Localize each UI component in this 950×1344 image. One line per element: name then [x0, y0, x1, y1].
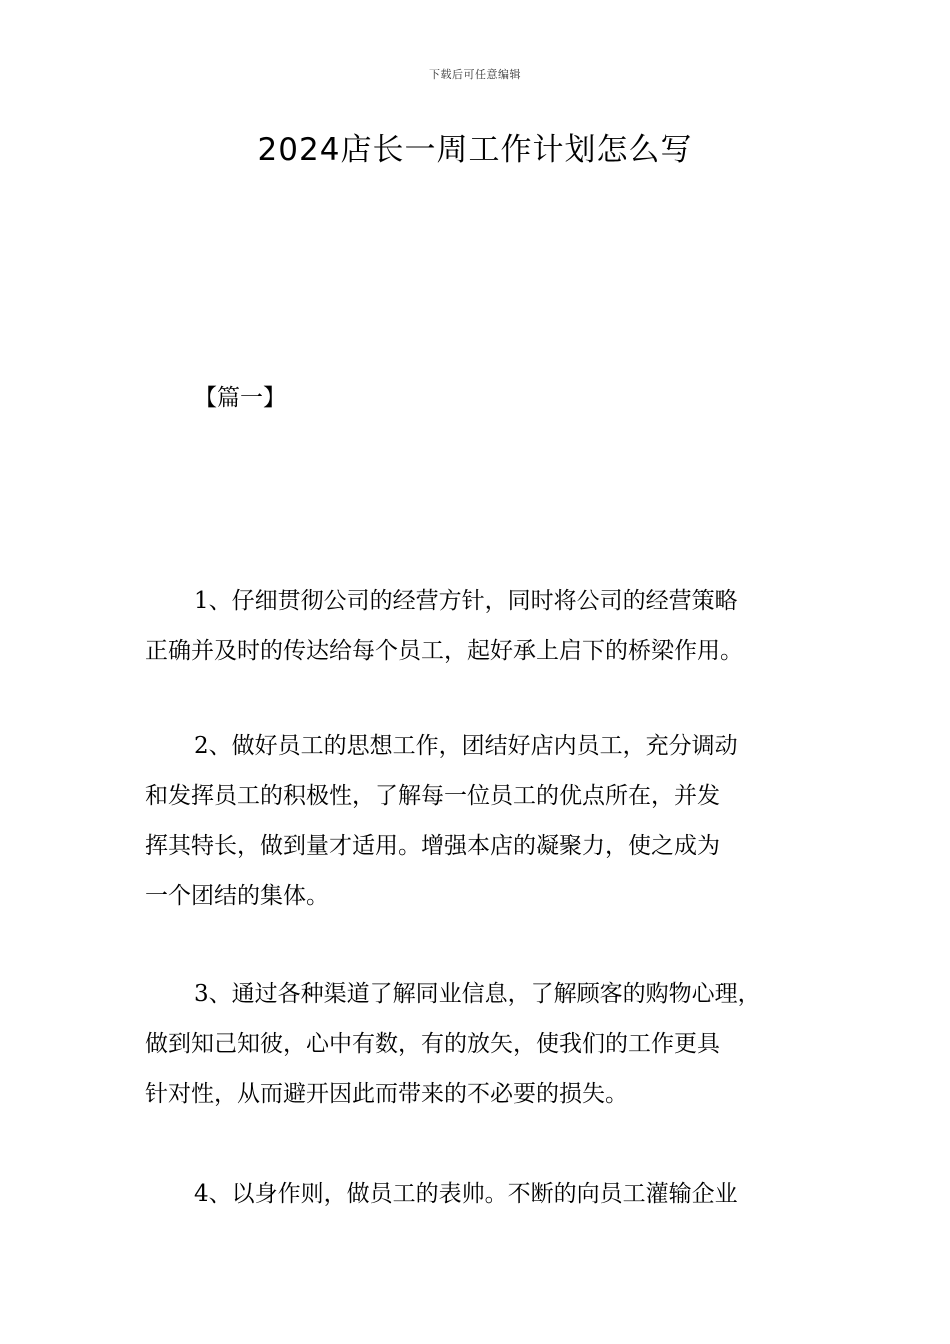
paragraph-2: [145, 721, 817, 921]
paragraph-line: 挥其特长，做到量才适用。增强本店的凝聚力，使之成为: [145, 833, 720, 859]
paragraph-line: 正确并及时的传达给每个员工，起好承上启下的桥梁作用。: [145, 638, 743, 664]
paragraph-1: [145, 576, 817, 676]
paragraph-line: 2、做好员工的思想工作，团结好店内员工，充分调动: [194, 733, 738, 759]
paragraph-line: 3、通过各种渠道了解同业信息，了解顾客的购物心理，: [194, 981, 761, 1007]
paragraph-line: 和发挥员工的积极性，了解每一位员工的优点所在，并发: [145, 783, 720, 809]
paragraph-line: 针对性，从而避开因此而带来的不必要的损失。: [145, 1081, 628, 1107]
paragraph-line: 做到知己知彼，心中有数，有的放矢，使我们的工作更具: [145, 1031, 720, 1057]
document-title: 2024店长一周工作计划怎么写: [257, 132, 693, 168]
section-label: 【篇一】: [194, 385, 286, 411]
paragraph-line: 4、以身作则，做员工的表帅。不断的向员工灌输企业: [194, 1181, 738, 1207]
paragraph-line: 一个团结的集体。: [145, 883, 329, 909]
paragraph-4: [145, 1169, 817, 1219]
paragraph-3: [145, 969, 817, 1119]
header-note: 下载后可任意编辑: [429, 68, 521, 81]
paragraph-line: 1、仔细贯彻公司的经营方针，同时将公司的经营策略: [194, 588, 738, 614]
